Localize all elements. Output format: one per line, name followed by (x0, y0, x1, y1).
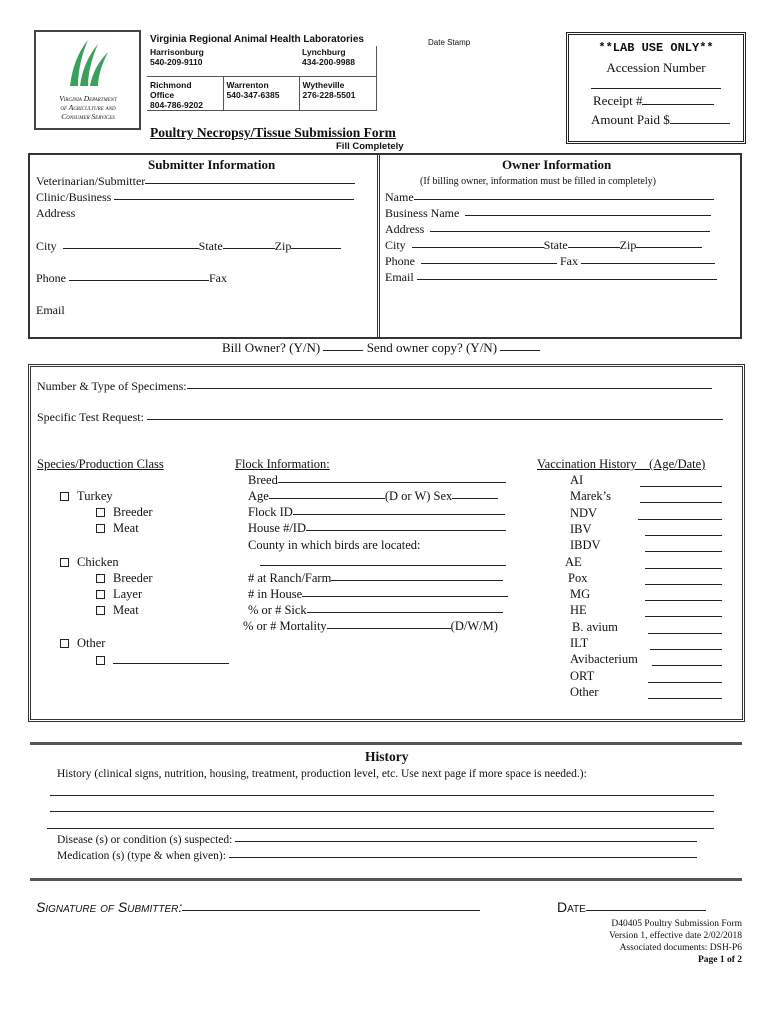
chicken-meat-checkbox[interactable] (96, 606, 105, 615)
logo-box (34, 30, 141, 130)
vaccine-label: ORT (570, 668, 595, 683)
footer (520, 918, 742, 966)
vaccine-label: Pox (568, 570, 588, 585)
ranch-label: # at Ranch/Farm (248, 571, 332, 585)
receipt-field[interactable] (642, 94, 714, 105)
vaccine-label: AI (570, 473, 584, 487)
lab-wytheville-phone: 276-228-5501 (302, 90, 356, 100)
vaccine-date-field[interactable] (640, 502, 722, 503)
owner-note: (If billing owner, information must be filled in completely) (420, 176, 656, 187)
vaccine-label: Other (570, 684, 599, 699)
age-field[interactable] (269, 488, 385, 499)
send-copy-field[interactable] (500, 340, 540, 351)
lab-lynchburg-phone: 434-200-9988 (302, 57, 355, 67)
footer-page: Page 1 of 2 (697, 955, 742, 965)
turkey-breeder-checkbox[interactable] (96, 508, 105, 517)
vaccine-label: IBV (570, 521, 592, 536)
receipt-label: Receipt # (593, 93, 643, 108)
owner-address-label: Address (385, 222, 425, 236)
date-label: Date (557, 899, 586, 915)
lab-warrenton: Warrenton (226, 80, 269, 90)
date-field[interactable] (586, 898, 706, 911)
chicken-breeder-label: Breeder (113, 571, 153, 585)
clinic-field[interactable] (114, 189, 354, 200)
vaccine-label: IBDV (570, 538, 601, 553)
vaccine-date-field[interactable] (638, 519, 722, 520)
lab-use-title: **LAB USE ONLY** (598, 41, 714, 55)
chicken-label: Chicken (77, 555, 119, 569)
in-house-label: # in House (248, 587, 303, 601)
owner-state-label: State (543, 238, 568, 252)
lab-harrisonburg-phone: 540-209-9110 (150, 57, 203, 67)
turkey-meat-checkbox[interactable] (96, 524, 105, 533)
chicken-layer-checkbox[interactable] (96, 590, 105, 599)
chicken-checkbox[interactable] (60, 558, 69, 567)
footer-associated: Associated documents: DSH-P6 (619, 943, 742, 953)
amount-label: Amount Paid $ (591, 112, 670, 127)
history-line-3[interactable] (47, 828, 714, 829)
labs-table (147, 46, 377, 111)
owner-address-field[interactable] (430, 221, 710, 232)
lab-lynchburg: Lynchburg (302, 47, 346, 57)
logo-line2: of Agriculture and (60, 103, 116, 112)
owner-email-label: Email (385, 270, 414, 284)
county-label: County in which birds are located: (248, 538, 421, 552)
in-house-field[interactable] (302, 586, 508, 597)
state-field[interactable] (223, 238, 275, 249)
turkey-breeder-label: Breeder (113, 505, 153, 519)
ranch-field[interactable] (331, 570, 503, 581)
logo-line3: Consumer Services (61, 112, 115, 121)
owner-heading: Owner Information (502, 157, 612, 172)
zip-field[interactable] (291, 238, 341, 249)
vaccine-date-field[interactable] (640, 486, 722, 487)
vaccine-label: Marek’s (570, 489, 611, 504)
lab-richmond-sub: Office (150, 90, 175, 100)
owner-zip-label: Zip (619, 238, 637, 252)
breed-label: Breed (248, 473, 278, 487)
owner-business-label: Business Name (385, 206, 460, 220)
test-request-field[interactable] (147, 409, 723, 420)
disease-field[interactable] (235, 831, 697, 842)
dw-sex-label: (D or W) Sex (384, 489, 453, 503)
accession-field[interactable] (591, 88, 721, 89)
history-line-2[interactable] (50, 811, 714, 812)
turkey-meat-label: Meat (113, 521, 139, 535)
chicken-layer-label: Layer (113, 587, 143, 601)
owner-phone-field[interactable] (421, 253, 557, 264)
vaccine-label: HE (570, 603, 587, 618)
breed-field[interactable] (278, 472, 506, 483)
owner-city-field[interactable] (412, 237, 544, 248)
vaccine-label: NDV (570, 505, 598, 520)
history-line-1[interactable] (50, 795, 714, 796)
disease-label: Disease (s) or condition (s) suspected: (57, 834, 233, 846)
county-field[interactable] (260, 555, 506, 566)
vaccine-date-field[interactable] (648, 682, 722, 683)
vet-label: Veterinarian/Submitter (36, 174, 146, 188)
date-stamp-label: Date Stamp (428, 38, 471, 47)
owner-state-field[interactable] (568, 237, 620, 248)
sex-field[interactable] (452, 488, 498, 499)
vaccine-label: ILT (570, 636, 589, 650)
owner-fax-label: Fax (560, 254, 578, 268)
lab-harrisonburg: Harrisonburg (150, 47, 204, 57)
zip-label: Zip (274, 239, 292, 253)
medication-label: Medication (s) (type & when given): (57, 850, 226, 862)
sick-field[interactable] (307, 602, 503, 613)
lab-wytheville: Wytheville (302, 80, 345, 90)
vet-field[interactable] (145, 173, 355, 184)
owner-email-field[interactable] (417, 269, 717, 280)
turkey-checkbox[interactable] (60, 492, 69, 501)
test-request-label: Specific Test Request: (37, 410, 144, 424)
history-heading: History (365, 749, 409, 764)
history-prompt: History (clinical signs, nutrition, housing, treatment, production level, etc. Use next page if more space is needed.): (57, 768, 587, 780)
owner-phone-label: Phone (385, 254, 415, 268)
vaccine-date-field[interactable] (650, 649, 722, 650)
vaccine-date-field[interactable] (645, 616, 722, 617)
fax-label: Fax (209, 271, 227, 285)
vaccine-label: Avibacterium (570, 652, 638, 667)
bill-owner-label: Bill Owner? (Y/N) (222, 340, 321, 355)
dwm-label: (D/W/M) (450, 619, 498, 633)
owner-fax-field[interactable] (581, 253, 715, 264)
medication-field[interactable] (229, 847, 697, 858)
lab-use-box (566, 32, 746, 144)
send-copy-label: Send owner copy? (Y/N) (366, 340, 498, 355)
vaccine-label: MG (570, 587, 591, 602)
house-id-label: House #/ID (248, 521, 306, 535)
other-specify-checkbox[interactable] (96, 656, 105, 665)
fill-completely: Fill Completely (336, 141, 404, 152)
specimens-label: Number & Type of Specimens: (37, 379, 187, 393)
footer-form-id: D40405 Poultry Submission Form (611, 919, 742, 929)
lab-richmond: Richmond (150, 80, 192, 90)
phone-label: Phone (36, 271, 66, 285)
lab-richmond-phone: 804-786-9202 (150, 100, 203, 110)
accession-label: Accession Number (606, 60, 706, 75)
form-title: Poultry Necropsy/Tissue Submission Form (150, 125, 396, 140)
vaccine-date-field[interactable] (652, 665, 722, 666)
turkey-label: Turkey (77, 489, 113, 503)
chicken-meat-label: Meat (113, 603, 139, 617)
amount-field[interactable] (670, 113, 730, 124)
clinic-label: Clinic/Business (36, 190, 112, 204)
vaccine-date-field[interactable] (645, 535, 722, 536)
flock-id-field[interactable] (293, 504, 505, 515)
species-heading: Species/Production Class (37, 457, 164, 471)
vaccine-date-field[interactable] (645, 600, 722, 601)
vdacs-logo-icon (64, 38, 112, 88)
sick-label: % or # Sick (248, 603, 307, 617)
age-label: Age (248, 489, 269, 503)
owner-name-label: Name (385, 190, 414, 204)
chicken-breeder-checkbox[interactable] (96, 574, 105, 583)
address-label: Address (36, 206, 76, 220)
other-label: Other (77, 636, 106, 650)
other-specify-field[interactable] (113, 653, 229, 664)
lab-warrenton-phone: 540-347-6385 (226, 90, 280, 100)
vaccine-date-field[interactable] (645, 568, 722, 569)
vaccine-date-field[interactable] (645, 551, 722, 552)
flock-heading: Flock Information: (235, 457, 330, 471)
vaccine-date-field[interactable] (645, 584, 722, 585)
phone-field[interactable] (69, 270, 209, 281)
mortality-label: % or # Mortality (243, 619, 327, 633)
submitter-heading: Submitter Information (148, 157, 276, 172)
owner-business-field[interactable] (465, 205, 711, 216)
signature-field[interactable] (182, 898, 480, 911)
owner-zip-field[interactable] (636, 237, 702, 248)
logo-line1: Virginia Department (59, 94, 117, 103)
flock-id-label: Flock ID (248, 505, 293, 519)
labs-title: Virginia Regional Animal Health Laboratories (150, 34, 364, 45)
vaccine-label: AE (565, 554, 582, 569)
vaccination-heading: Vaccination History (Age/Date) (537, 457, 706, 471)
vaccine-date-field[interactable] (648, 698, 722, 699)
mortality-field[interactable] (327, 618, 451, 629)
vaccine-date-field[interactable] (648, 633, 722, 634)
other-checkbox[interactable] (60, 639, 69, 648)
city-label: City (36, 239, 57, 253)
owner-name-field[interactable] (414, 189, 714, 200)
footer-version: Version 1, effective date 2/02/2018 (608, 931, 742, 941)
signature-label: Signature of Submitter: (36, 899, 183, 915)
bill-owner-field[interactable] (323, 340, 363, 351)
email-label: Email (36, 303, 65, 317)
state-label: State (198, 239, 223, 253)
city-field[interactable] (63, 238, 199, 249)
specimens-field[interactable] (187, 378, 712, 389)
owner-city-label: City (385, 238, 406, 252)
house-id-field[interactable] (306, 520, 506, 531)
vaccine-label: B. avium (572, 619, 618, 634)
